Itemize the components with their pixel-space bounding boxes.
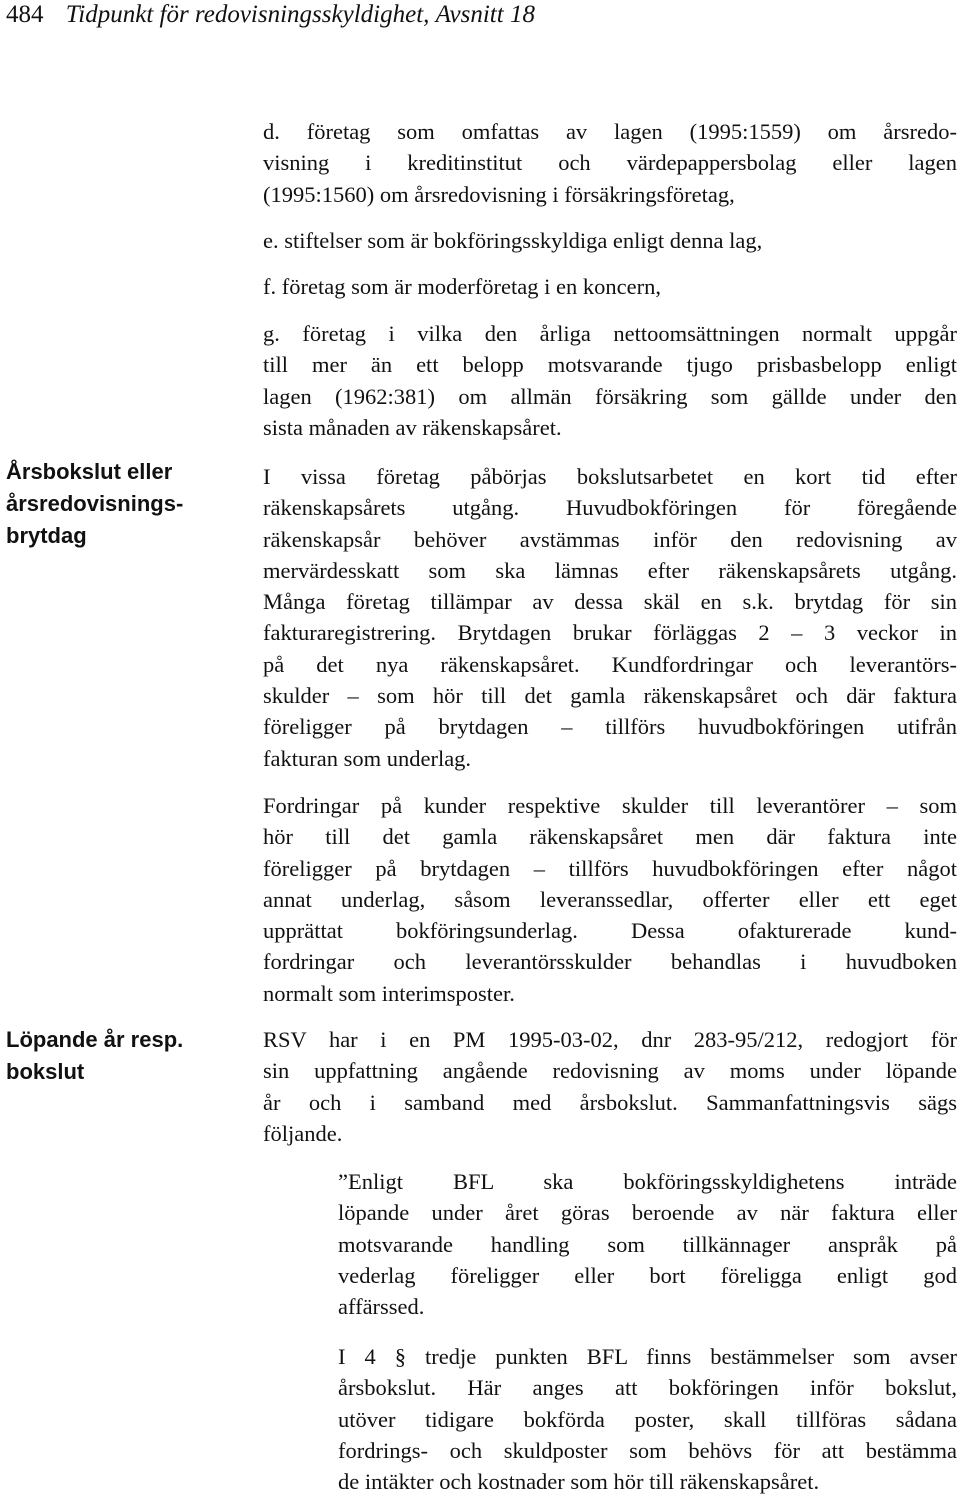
text-line: ”Enligt BFL ska bokföringsskyldighetens inträde xyxy=(338,1169,957,1194)
text-line: räkenskapsårets utgång. Huvudbokföringen för föregående xyxy=(263,495,957,521)
paragraph-brytdag xyxy=(263,461,957,774)
paragraph-fordringar xyxy=(263,790,957,1009)
text-line: fordringar och leverantörsskulder behandlas i huvudboken xyxy=(263,949,957,975)
text-line: Många företag tillämpar av dessa skäl en s.k. brytdag för sin xyxy=(263,589,957,615)
text-line: I vissa företag påbörjas bokslutsarbetet en kort tid efter xyxy=(263,464,957,489)
text-line: skulder – som hör till det gamla räkenskapsåret och där faktura xyxy=(263,683,957,709)
text-line: till mer än ett belopp motsvarande tjugo prisbasbelopp enligt xyxy=(263,352,957,378)
text-line: sin uppfattning angående redovisning av moms under löpande xyxy=(263,1058,957,1084)
running-section: Avsnitt 18 xyxy=(435,1,535,28)
margin-note-line: brytdag xyxy=(6,523,87,548)
list-item-f xyxy=(263,271,957,302)
text-line: utöver tidigare bokförda poster, skall tillföras sådana xyxy=(338,1406,957,1432)
text-line: f. företag som är moderföretag i en koncern, xyxy=(263,274,661,299)
text-line: mervärdesskatt som ska lämnas efter räkenskapsårets utgång. xyxy=(263,557,957,583)
text-line: fordrings- och skuldposter som behövs för att bestämma xyxy=(338,1437,957,1463)
margin-note-lopande-ar xyxy=(6,1024,236,1088)
text-line: (1995:1560) om årsredovisning i försäkringsföretag, xyxy=(263,181,735,207)
running-title: Tidpunkt för redovisningsskyldighet, xyxy=(65,1,430,28)
text-line: fakturaregistrering. Brytdagen brukar förläggas 2 – 3 veckor in xyxy=(263,620,957,646)
quote-paragraph-2 xyxy=(338,1341,957,1497)
text-line: affärssed. xyxy=(338,1294,425,1320)
margin-note-line: årsredovisnings- xyxy=(6,491,184,516)
list-item-e xyxy=(263,225,957,256)
text-line: vederlag föreligger eller bort föreligga enligt god xyxy=(338,1262,957,1288)
text-line: e. stiftelser som är bokföringsskyldiga enligt denna lag, xyxy=(263,228,763,253)
text-line: Fordringar på kunder respektive skulder till leverantörer – som xyxy=(263,793,957,818)
text-line: föreligger på brytdagen – tillförs huvudbokföringen utifrån xyxy=(263,714,957,740)
text-line: föreligger på brytdagen – tillförs huvudbokföringen efter något xyxy=(263,855,957,881)
margin-note-line: Löpande år resp. xyxy=(6,1027,184,1052)
text-line: upprättat bokföringsunderlag. Dessa ofakturerade kund- xyxy=(263,918,957,944)
running-header xyxy=(6,0,535,30)
text-line: normalt som interimsposter. xyxy=(263,980,515,1006)
text-line: på det nya räkenskapsåret. Kundfordringar och leverantörs- xyxy=(263,651,957,677)
text-line: motsvarande handling som tillkännager anspråk på xyxy=(338,1231,957,1257)
text-line: hör till det gamla räkenskapsåret men där faktura inte xyxy=(263,824,957,850)
text-line: sista månaden av räkenskapsåret. xyxy=(263,414,562,440)
text-line: d. företag som omfattas av lagen (1995:1559) om årsredo- xyxy=(263,119,957,144)
text-line: räkenskapsår behöver avstämmas inför den redovisning av xyxy=(263,526,957,552)
quote-paragraph-1 xyxy=(338,1166,957,1322)
text-line: år och i samband med årsbokslut. Sammanfattningsvis sägs xyxy=(263,1089,957,1115)
margin-note-arsbokslut xyxy=(6,456,236,552)
text-line: g. företag i vilka den årliga nettoomsättningen normalt uppgår xyxy=(263,321,957,346)
text-line: visning i kreditinstitut och värdepappersbolag eller lagen xyxy=(263,150,957,176)
list-item-d xyxy=(263,116,957,210)
text-line: annat underlag, såsom leveranssedlar, offerter eller ett eget xyxy=(263,886,957,912)
margin-note-line: Årsbokslut eller xyxy=(6,459,173,484)
list-item-g xyxy=(263,318,957,443)
text-line: följande. xyxy=(263,1120,343,1146)
text-line: I 4 § tredje punkten BFL finns bestämmelser som avser xyxy=(338,1344,957,1369)
text-line: årsbokslut. Här anges att bokföringen inför bokslut, xyxy=(338,1375,957,1401)
text-line: fakturan som underlag. xyxy=(263,745,472,771)
margin-note-line: bokslut xyxy=(6,1059,85,1084)
text-line: de intäkter och kostnader som hör till räkenskapsåret. xyxy=(338,1469,820,1495)
page-number: 484 xyxy=(6,1,44,28)
text-line: löpande under året göras beroende av när faktura eller xyxy=(338,1200,957,1226)
text-line: lagen (1962:381) om allmän försäkring som gällde under den xyxy=(263,383,957,409)
paragraph-rsv xyxy=(263,1024,957,1149)
text-line: RSV har i en PM 1995-03-02, dnr 283-95/212, redogjort för xyxy=(263,1027,957,1052)
